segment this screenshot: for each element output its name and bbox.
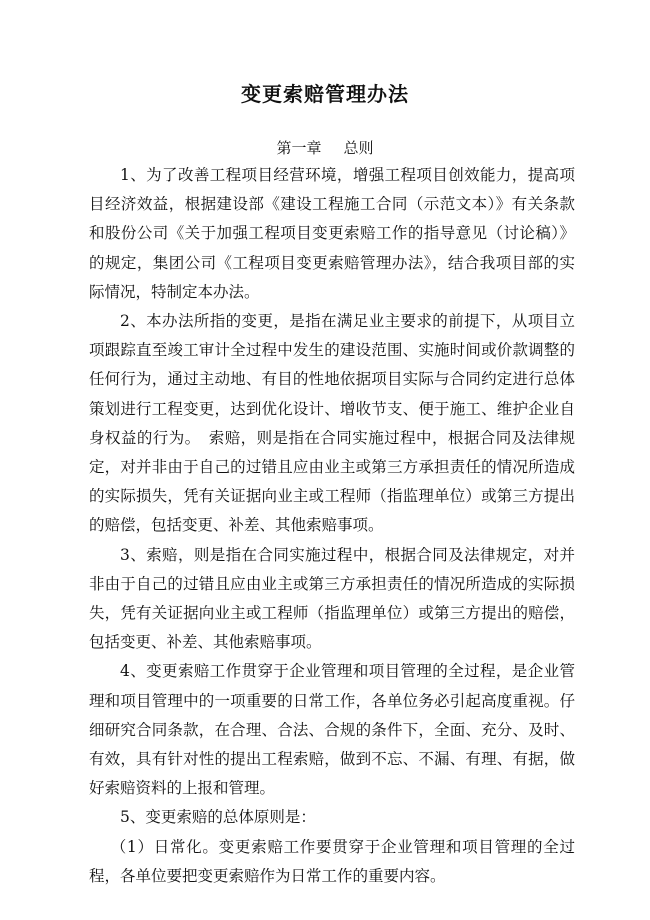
document-title: 变更索赔管理办法: [241, 82, 409, 106]
body-text: [89, 161, 575, 891]
paragraph-2: 2、本办法所指的变更，是指在满足业主要求的前提下，从项目立项跟踪直至竣工审计全过程中发生的建设范围、实施时间或价款调整的任何行为，通过主动地、有目的性地依据项目实际与合同约定进行总体策划进行工程变更，达到优化设计、增收节支、便于施工、维护企业自身权益的行为。 索赔，则是指在合同实施过程中，根据合同及法律规定，对并非由于自己的过错且应由业主或第三方承担责任的情况所造成的实际损失，凭有关证据向业主或工程师（指监理单位）或第三方提出的赔偿，包括变更、补差、其他索赔事项。: [89, 312, 575, 535]
paragraph-1: 1、为了改善工程项目经营环境，增强工程项目创效能力，提高项目经济效益，根据建设部《建设工程施工合同（示范文本）》有关条款和股份公司《关于加强工程项目变更索赔工作的指导意见（讨论稿）》的规定，集团公司《工程项目变更索赔管理办法》，结合我项目部的实际情况，特制定本办法。: [89, 166, 575, 301]
paragraph-4: 4、变更索赔工作贯穿于企业管理和项目管理的全过程，是企业管理和项目管理中的一项重要的日常工作，各单位务必引起高度重视。仔细研究合同条款，在合理、合法、合规的条件下，全面、充分、及时、有效，具有针对性的提出工程索赔，做到不忘、不漏、有理、有据，做好索赔资料的上报和管理。: [89, 662, 575, 798]
paragraph-5-item-1: （1）日常化。变更索赔工作要贯穿于企业管理和项目管理的全过程，各单位要把变更索赔作为日常工作的重要内容。: [89, 837, 575, 885]
paragraph-3: 3、索赔，则是指在合同实施过程中，根据合同及法律规定，对并非由于自己的过错且应由业主或第三方承担责任的情况所造成的实际损失，凭有关证据向业主或工程师（指监理单位）或第三方提出的赔偿，包括变更、补差、其他索赔事项。: [89, 545, 575, 652]
chapter-name: 总则: [343, 139, 374, 157]
paragraph-5: 5、变更索赔的总体原则是：: [120, 808, 316, 827]
chapter-heading: [0, 137, 650, 159]
chapter-number: 第一章: [276, 139, 322, 157]
